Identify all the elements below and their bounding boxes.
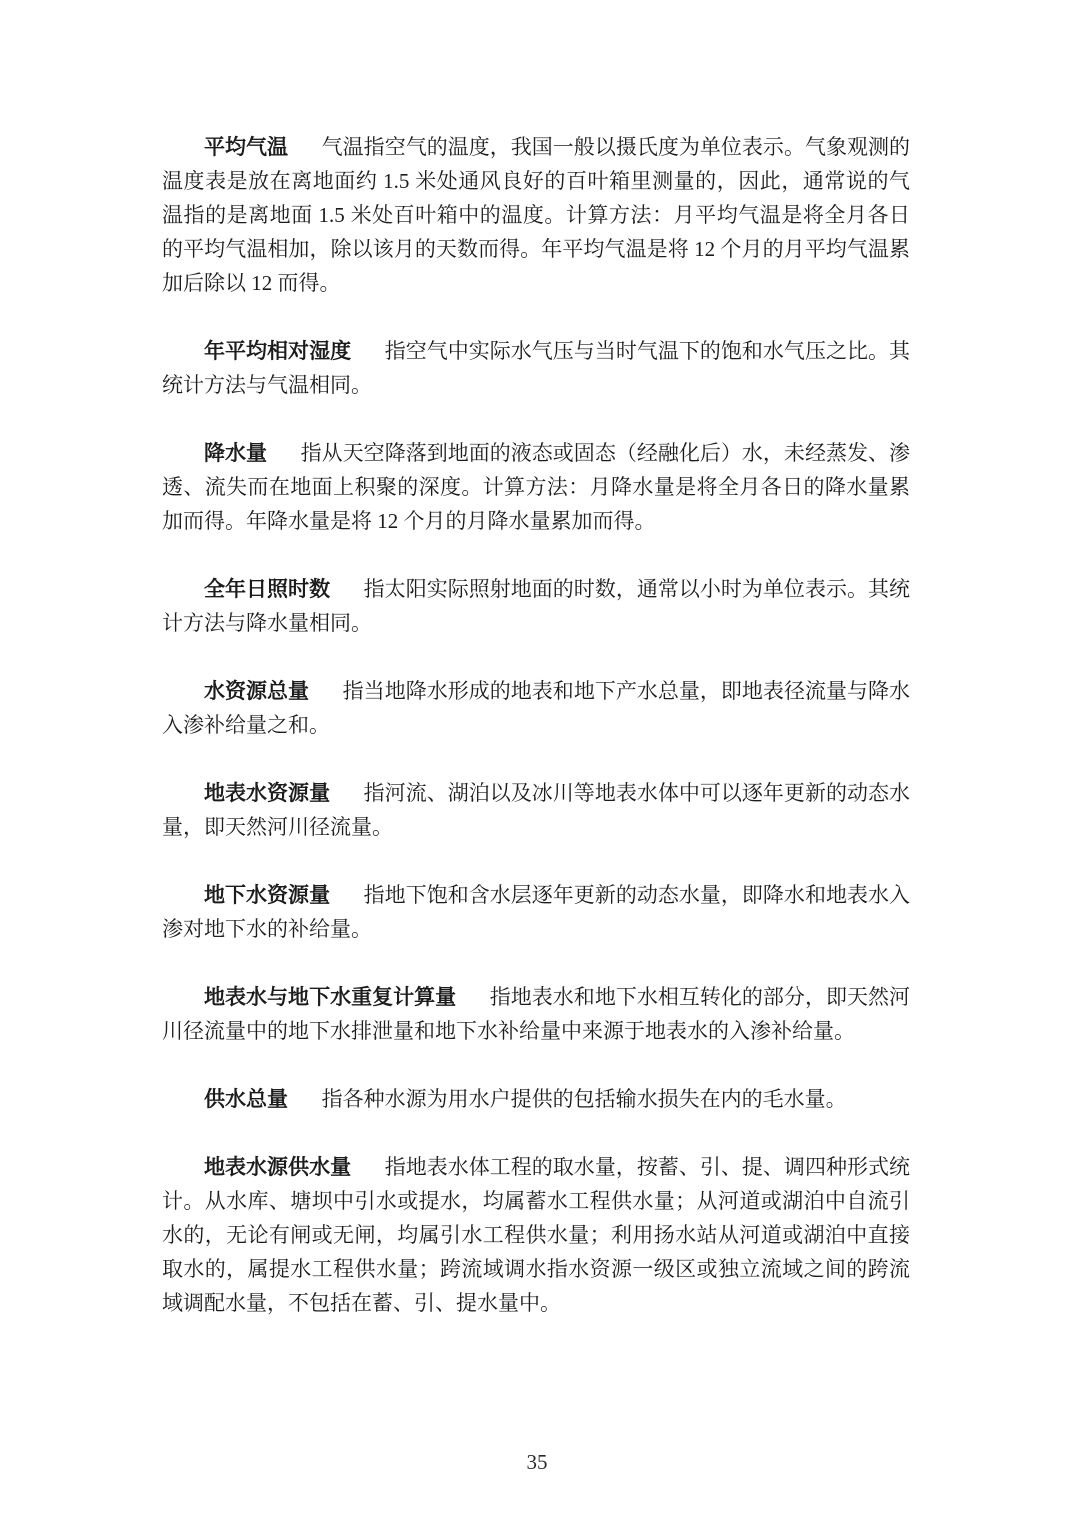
glossary-entry: [162, 334, 910, 402]
entry-definition: 指地表水体工程的取水量，按蓄、引、提、调四种形式统计。从水库、塘坝中引水或提水，均属蓄水工程供水量；从河道或湖泊中自流引水的，无论有闸或无闸，均属引水工程供水量；利用扬水站从河道或湖泊中直接取水的，属提水工程供水量；跨流域调水指水资源一级区或独立流域之间的跨流域调配水量，不包括在蓄、引、提水量中。: [162, 1155, 910, 1315]
entry-definition: 指从天空降落到地面的液态或固态（经融化后）水，未经蒸发、渗透、流失而在地面上积聚的深度。计算方法：月降水量是将全月各日的降水量累加而得。年降水量是将 12 个月的月降水量累加而得。: [162, 441, 911, 533]
glossary-entry: [162, 1150, 910, 1320]
entry-definition: 指各种水源为用水户提供的包括输水损失在内的毛水量。: [321, 1087, 847, 1111]
glossary-entry: [162, 130, 910, 300]
entry-definition: 指太阳实际照射地面的时数，通常以小时为单位表示。其统计方法与降水量相同。: [162, 577, 910, 635]
glossary-entry: [162, 436, 910, 538]
glossary-entry: [162, 674, 910, 742]
entry-definition: 指当地降水形成的地表和地下产水总量，即地表径流量与降水入渗补给量之和。: [162, 679, 911, 737]
entry-term: 地下水资源量: [204, 883, 331, 907]
entry-term: 地表水资源量: [204, 781, 331, 805]
glossary-entry: [162, 572, 910, 640]
entry-term: 供水总量: [204, 1087, 288, 1111]
entry-term: 水资源总量: [204, 679, 310, 703]
entry-term: 平均气温: [204, 135, 289, 159]
entry-definition: 指河流、湖泊以及冰川等地表水体中可以逐年更新的动态水量，即天然河川径流量。: [162, 781, 910, 839]
entry-term: 地表水与地下水重复计算量: [204, 985, 457, 1009]
glossary-content: [162, 130, 910, 1320]
entry-term: 全年日照时数: [204, 577, 331, 601]
entry-definition: 指空气中实际水气压与当时气温下的饱和水气压之比。其统计方法与气温相同。: [162, 339, 910, 397]
entry-definition: 指地下饱和含水层逐年更新的动态水量，即降水和地表水入渗对地下水的补给量。: [162, 883, 910, 941]
glossary-entry: [162, 1082, 910, 1116]
glossary-entry: [162, 776, 910, 844]
page-number: 35: [526, 1450, 548, 1474]
glossary-entry: [162, 878, 910, 946]
glossary-entry: [162, 980, 910, 1048]
entry-term: 降水量: [204, 441, 268, 465]
entry-term: 年平均相对湿度: [204, 339, 352, 363]
entry-term: 地表水源供水量: [204, 1155, 352, 1179]
entry-definition: 指地表水和地下水相互转化的部分，即天然河川径流量中的地下水排泄量和地下水补给量中来源于地表水的入渗补给量。: [162, 985, 910, 1043]
entry-definition: 气温指空气的温度，我国一般以摄氏度为单位表示。气象观测的温度表是放在离地面约 1.5 米处通风良好的百叶箱里测量的，因此，通常说的气温指的是离地面 1.5 米处百叶箱中的温度。计算方法：月平均气温是将全月各日的平均气温相加，除以该月的天数而得。年平均气温是将 12 个月的月平均气温累加后除以 12 而得。: [162, 135, 911, 295]
